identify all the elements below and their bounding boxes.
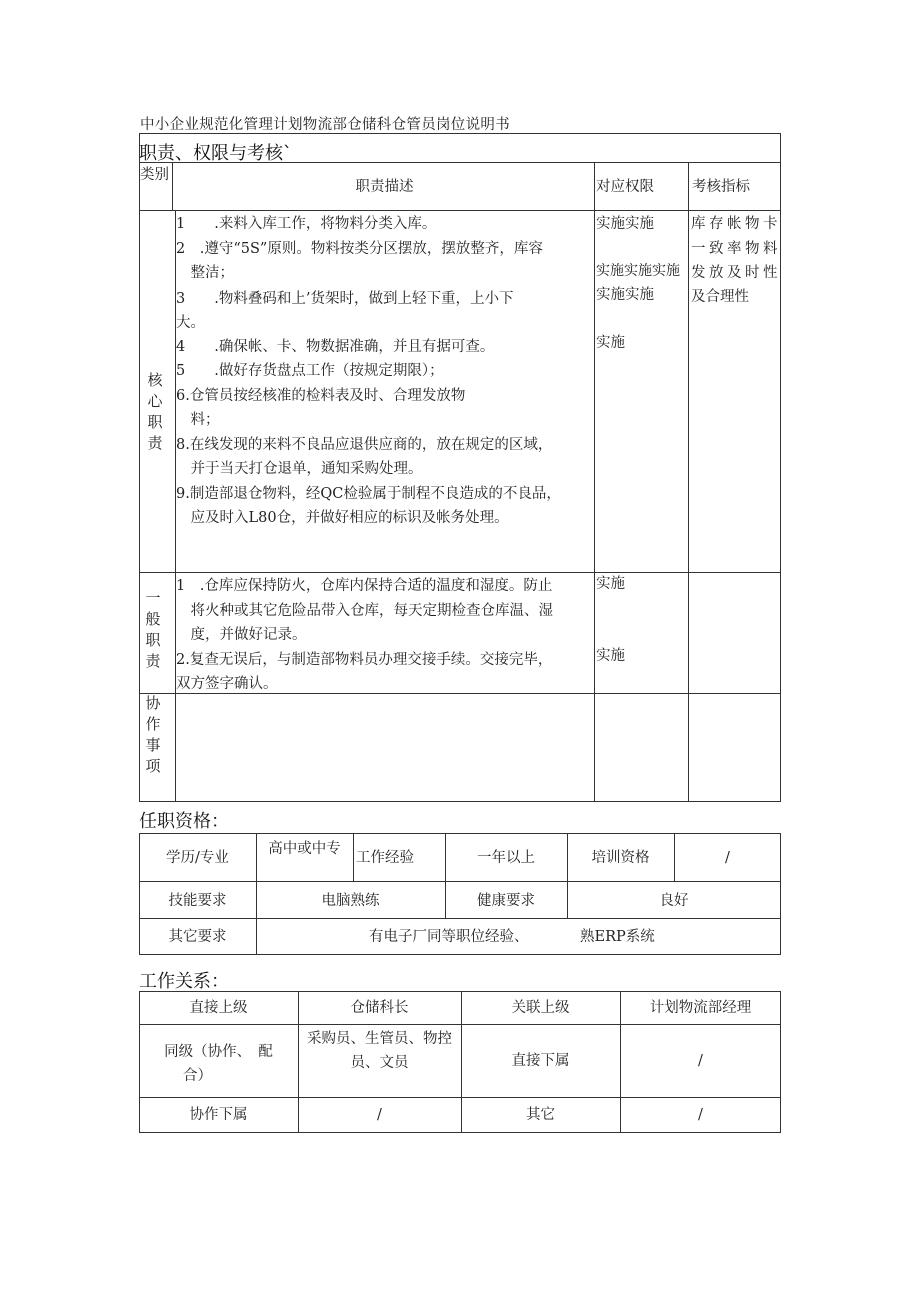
related-superior-value: 计划物流部经理: [649, 1000, 752, 1016]
general-duty-line: 将火种或其它危险品带入仓库，每天定期检查仓库温、湿: [176, 603, 553, 619]
core-kpi: 一致率物料: [691, 241, 781, 257]
core-authority: 实施实施实施: [596, 263, 680, 279]
core-duty-line: 应及时入L80仓，并做好相应的标识及帐务处理。: [176, 510, 509, 526]
peer-value: 员、文员: [350, 1055, 409, 1071]
collaboration-label: 协作事项: [145, 694, 161, 775]
skill-value: 电脑熟练: [321, 893, 380, 909]
core-duty-line: 2 .遵守“5S”原则。物料按类分区摆放，摆放整齐，库容: [176, 241, 543, 257]
core-duty-line: 料；: [176, 412, 220, 428]
core-duty-line: 8.在线发现的来料不良品应退供应商的，放在规定的区域，: [176, 437, 553, 453]
header-authority: 对应权限: [596, 179, 654, 195]
section-heading-work-relations: 工作关系：: [139, 971, 229, 992]
direct-superior-value: 仓储科长: [350, 1000, 409, 1016]
general-duties-label: 一般职责: [145, 589, 161, 670]
health-value: 良好: [659, 893, 689, 909]
related-superior-label: 关联上级: [511, 1000, 570, 1016]
collab-subordinate-value: /: [377, 1107, 382, 1123]
core-duty-line: 4 .确保帐、卡、物数据准确，并且有据可查。: [176, 339, 495, 355]
other-requirements-value: 有电子厂同等职位经验、: [369, 929, 529, 945]
peer-value: 采购员、生管员、物控: [307, 1031, 452, 1047]
general-duty-line: 度，并做好记录。: [176, 627, 307, 643]
core-duty-line: 9.制造部退仓物料，经QC检验属于制程不良造成的不良品，: [176, 486, 561, 502]
core-duties-label: 核心职责: [147, 371, 163, 452]
skill-label: 技能要求: [168, 893, 227, 909]
direct-superior-label: 直接上级: [189, 1000, 248, 1016]
core-kpi: 及合理性: [691, 289, 749, 305]
other-relation-value: /: [698, 1107, 703, 1123]
education-label: 学历/专业: [166, 850, 229, 866]
health-label: 健康要求: [477, 893, 535, 909]
section-heading-qualifications: 任职资格：: [139, 811, 229, 832]
other-requirements-label: 其它要求: [168, 929, 227, 945]
peer-label: 合）: [183, 1068, 212, 1084]
training-label: 培训资格: [591, 850, 650, 866]
core-authority: 实施: [596, 335, 625, 351]
training-value: /: [725, 850, 730, 866]
general-authority: 实施: [596, 648, 625, 664]
core-duty-line: 整洁；: [176, 265, 234, 281]
general-duty-line: 双方签字确认。: [176, 676, 278, 692]
experience-value: 一年以上: [477, 850, 535, 866]
general-duty-line: 2.复查无误后，与制造部物料员办理交接手续。交接完毕，: [176, 652, 553, 668]
peer-label: 同级（协作、 配: [164, 1044, 273, 1060]
direct-subordinate-label: 直接下属: [511, 1053, 570, 1069]
core-kpi: 发放及时性: [691, 265, 781, 281]
header-kpi: 考核指标: [692, 179, 750, 195]
core-duty-line: 3 .物料叠码和上’货架时，做到上轻下重，上小下: [176, 291, 514, 307]
general-authority: 实施: [596, 576, 625, 592]
document-title: 中小企业规范化管理计划物流部仓储科仓管员岗位说明书: [140, 117, 510, 133]
core-duty-line: 6.仓管员按经核准的检料表及时、合理发放物: [176, 388, 466, 404]
header-category: 类别: [140, 167, 169, 183]
core-authority: 实施实施: [596, 287, 654, 303]
section-heading-responsibilities: 职责、权限与考核`: [139, 143, 292, 164]
education-value: 高中或中专: [268, 841, 341, 857]
core-kpi: 库存帐物卡: [691, 216, 781, 232]
core-duty-line: 5 .做好存货盘点工作（按规定期限）；: [176, 363, 444, 379]
core-duty-line: 1 .来料入库工作，将物料分类入库。: [176, 216, 437, 232]
core-duty-line: 并于当天打仓退单，通知采购处理。: [176, 461, 423, 477]
experience-label: 工作经验: [356, 850, 414, 866]
core-duty-line: 大。: [176, 315, 205, 331]
direct-subordinate-value: /: [698, 1053, 703, 1069]
core-authority: 实施实施: [596, 216, 654, 232]
other-relation-label: 其它: [526, 1107, 555, 1123]
header-description: 职责描述: [355, 179, 414, 195]
collab-subordinate-label: 协作下属: [189, 1107, 248, 1123]
other-requirements-value: 熟ERP系统: [580, 929, 655, 945]
general-duty-line: 1 .仓库应保持防火，仓库内保持合适的温度和湿度。防止: [176, 578, 553, 594]
